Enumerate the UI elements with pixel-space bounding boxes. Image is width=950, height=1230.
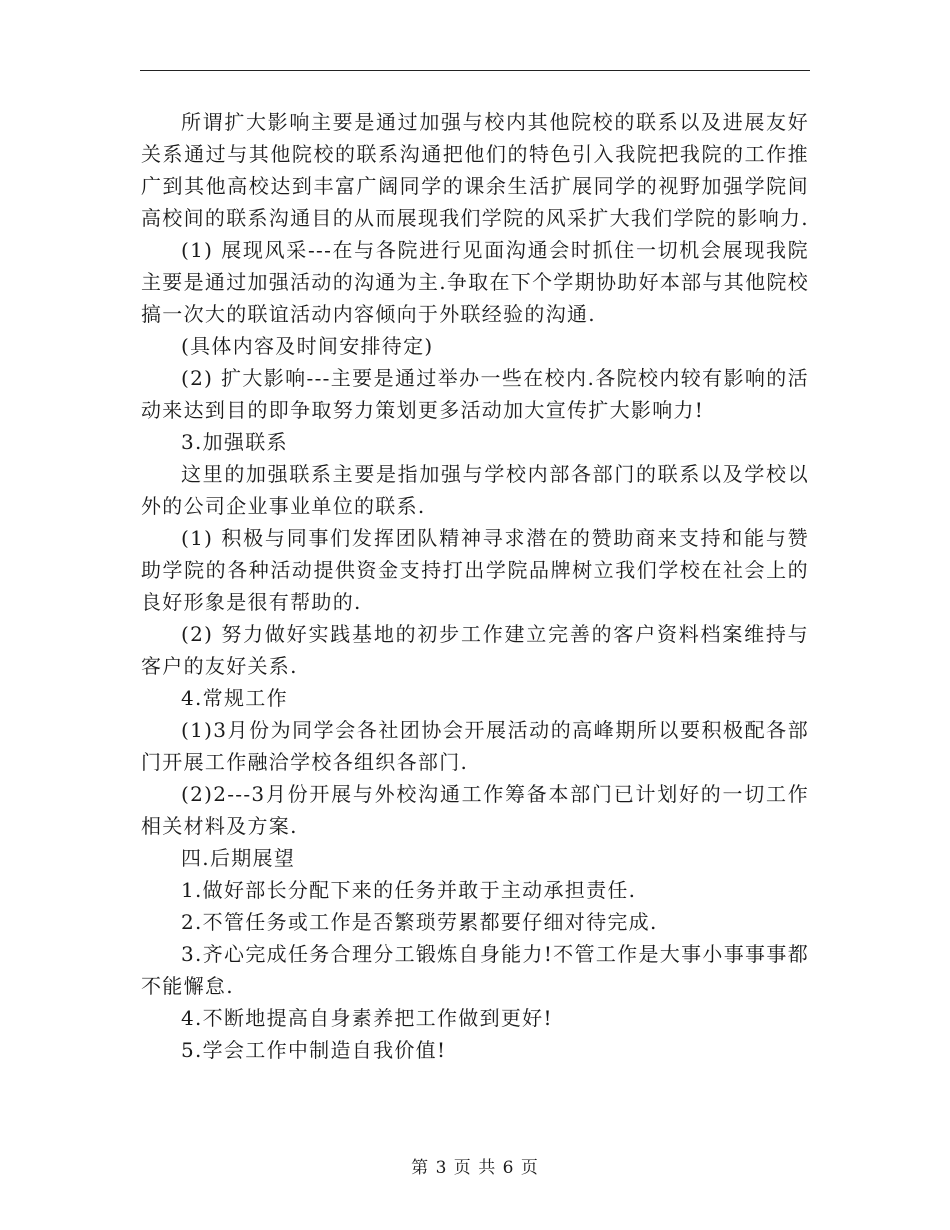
paragraph: 所谓扩大影响主要是通过加强与校内其他院校的联系以及进展友好关系通过与其他院校的联系沟通把他们的特色引入我院把我院的工作推广到其他高校达到丰富广阔同学的课余生活扩展同学的视野加强学院间高校间的联系沟通目的从而展现我们学院的风采扩大我们学院的影响力. — [141, 110, 809, 230]
paragraph: (1)3月份为同学会各社团协会开展活动的高峰期所以要积极配各部门开展工作融洽学校各组织各部门. — [141, 718, 809, 774]
list-item: 3.齐心完成任务合理分工锻炼自身能力!不管工作是大事小事事事都不能懈怠. — [141, 942, 809, 998]
list-item: 4.不断地提高自身素养把工作做到更好! — [181, 1006, 553, 1030]
list-item: 2.不管任务或工作是否繁琐劳累都要仔细对待完成. — [181, 910, 658, 934]
paragraph: (2)2---3月份开展与外校沟通工作筹备本部门已计划好的一切工作相关材料及方案. — [141, 782, 809, 838]
page-number: 第 3 页 共 6 页 — [411, 1158, 539, 1178]
paragraph: 这里的加强联系主要是指加强与学校内部各部门的联系以及学校以外的公司企业事业单位的联系. — [141, 462, 809, 518]
paragraph: (1) 积极与同事们发挥团队精神寻求潜在的赞助商来支持和能与赞助学院的各种活动提供资金支持打出学院品牌树立我们学校在社会上的良好形象是很有帮助的. — [141, 526, 809, 614]
section-heading: 四.后期展望 — [181, 846, 296, 870]
section-heading: 3.加强联系 — [181, 430, 288, 454]
list-item: 5.学会工作中制造自我价值! — [181, 1038, 447, 1062]
paragraph: (具体内容及时间安排待定) — [181, 334, 434, 358]
list-item: 1.做好部长分配下来的任务并敢于主动承担责任. — [181, 878, 637, 902]
document-body — [141, 106, 809, 1066]
paragraph: (2) 扩大影响---主要是通过举办一些在校内.各院校内较有影响的活动来达到目的即争取努力策划更多活动加大宣传扩大影响力! — [141, 366, 809, 422]
header-rule — [140, 70, 810, 71]
paragraph: (1) 展现风采---在与各院进行见面沟通会时抓住一切机会展现我院主要是通过加强活动的沟通为主.争取在下个学期协助好本部与其他院校搞一次大的联谊活动内容倾向于外联经验的沟通. — [141, 238, 809, 326]
section-heading: 4.常规工作 — [181, 686, 288, 710]
paragraph: (2) 努力做好实践基地的初步工作建立完善的客户资料档案维持与客户的友好关系. — [141, 622, 809, 678]
